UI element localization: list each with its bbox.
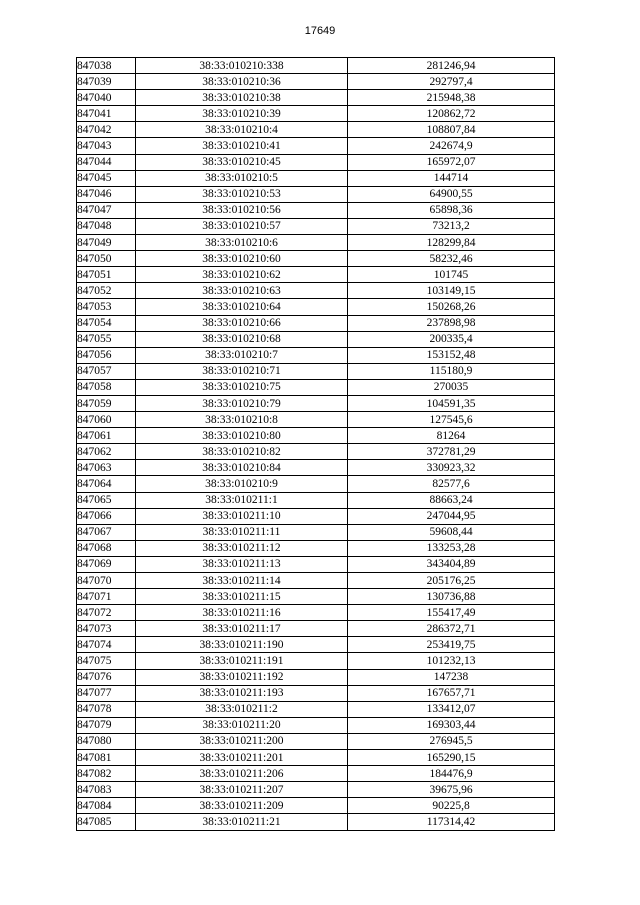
cadastral-value-cell: 65898,36 xyxy=(348,202,555,218)
cadastral-value-cell: 292797,4 xyxy=(348,74,555,90)
table-row xyxy=(77,814,555,830)
cadastral-number-cell: 38:33:010210:36 xyxy=(136,74,348,90)
table-row xyxy=(77,508,555,524)
table-row xyxy=(77,733,555,749)
cadastral-number-cell: 38:33:010210:9 xyxy=(136,476,348,492)
cadastral-number-cell: 38:33:010211:191 xyxy=(136,653,348,669)
table-row xyxy=(77,444,555,460)
cadastral-value-cell: 120862,72 xyxy=(348,106,555,122)
cadastral-number-cell: 38:33:010211:201 xyxy=(136,750,348,766)
row-id-cell: 847071 xyxy=(77,589,136,605)
cadastral-value-cell: 108807,84 xyxy=(348,122,555,138)
row-id-cell: 847049 xyxy=(77,235,136,251)
cadastral-number-cell: 38:33:010210:75 xyxy=(136,379,348,395)
table-row xyxy=(77,605,555,621)
cadastral-number-cell: 38:33:010211:193 xyxy=(136,685,348,701)
table-row xyxy=(77,331,555,347)
cadastral-value-cell: 144714 xyxy=(348,170,555,186)
row-id-cell: 847059 xyxy=(77,395,136,411)
cadastral-value-cell: 281246,94 xyxy=(348,58,555,74)
cadastral-value-cell: 81264 xyxy=(348,428,555,444)
cadastral-number-cell: 38:33:010210:64 xyxy=(136,299,348,315)
table-row xyxy=(77,218,555,234)
cadastral-number-cell: 38:33:010211:13 xyxy=(136,556,348,572)
cadastral-value-cell: 130736,88 xyxy=(348,589,555,605)
table-row xyxy=(77,235,555,251)
cadastral-number-cell: 38:33:010210:4 xyxy=(136,122,348,138)
table-body xyxy=(77,58,555,831)
cadastral-number-cell: 38:33:010210:38 xyxy=(136,90,348,106)
cadastral-value-cell: 117314,42 xyxy=(348,814,555,830)
cadastral-value-cell: 205176,25 xyxy=(348,573,555,589)
row-id-cell: 847042 xyxy=(77,122,136,138)
cadastral-number-cell: 38:33:010211:2 xyxy=(136,701,348,717)
cadastral-value-cell: 276945,5 xyxy=(348,733,555,749)
table-row xyxy=(77,669,555,685)
cadastral-value-cell: 58232,46 xyxy=(348,251,555,267)
row-id-cell: 847044 xyxy=(77,154,136,170)
row-id-cell: 847046 xyxy=(77,186,136,202)
cadastral-number-cell: 38:33:010211:200 xyxy=(136,733,348,749)
cadastral-number-cell: 38:33:010210:45 xyxy=(136,154,348,170)
row-id-cell: 847075 xyxy=(77,653,136,669)
cadastral-number-cell: 38:33:010211:20 xyxy=(136,717,348,733)
cadastral-value-cell: 133412,07 xyxy=(348,701,555,717)
cadastral-number-cell: 38:33:010211:206 xyxy=(136,766,348,782)
row-id-cell: 847055 xyxy=(77,331,136,347)
table-row xyxy=(77,766,555,782)
table-row xyxy=(77,170,555,186)
row-id-cell: 847057 xyxy=(77,363,136,379)
cadastral-value-cell: 270035 xyxy=(348,379,555,395)
cadastral-value-cell: 101232,13 xyxy=(348,653,555,669)
row-id-cell: 847056 xyxy=(77,347,136,363)
cadastral-number-cell: 38:33:010211:15 xyxy=(136,589,348,605)
row-id-cell: 847076 xyxy=(77,669,136,685)
cadastral-number-cell: 38:33:010210:62 xyxy=(136,267,348,283)
row-id-cell: 847041 xyxy=(77,106,136,122)
cadastral-number-cell: 38:33:010210:6 xyxy=(136,235,348,251)
row-id-cell: 847067 xyxy=(77,524,136,540)
cadastral-value-cell: 215948,38 xyxy=(348,90,555,106)
row-id-cell: 847068 xyxy=(77,540,136,556)
cadastral-number-cell: 38:33:010210:39 xyxy=(136,106,348,122)
table-row xyxy=(77,251,555,267)
cadastral-value-cell: 59608,44 xyxy=(348,524,555,540)
cadastral-value-cell: 147238 xyxy=(348,669,555,685)
cadastral-number-cell: 38:33:010211:21 xyxy=(136,814,348,830)
cadastral-value-cell: 101745 xyxy=(348,267,555,283)
row-id-cell: 847060 xyxy=(77,412,136,428)
cadastral-value-cell: 165290,15 xyxy=(348,750,555,766)
table-row xyxy=(77,379,555,395)
row-id-cell: 847085 xyxy=(77,814,136,830)
row-id-cell: 847045 xyxy=(77,170,136,186)
row-id-cell: 847080 xyxy=(77,733,136,749)
cadastral-value-cell: 155417,49 xyxy=(348,605,555,621)
page-number: 17649 xyxy=(304,25,336,37)
table-row xyxy=(77,621,555,637)
cadastral-value-cell: 127545,6 xyxy=(348,412,555,428)
row-id-cell: 847058 xyxy=(77,379,136,395)
cadastral-value-cell: 167657,71 xyxy=(348,685,555,701)
cadastral-number-cell: 38:33:010211:207 xyxy=(136,782,348,798)
cadastral-number-cell: 38:33:010211:192 xyxy=(136,669,348,685)
cadastral-number-cell: 38:33:010210:63 xyxy=(136,283,348,299)
row-id-cell: 847064 xyxy=(77,476,136,492)
cadastral-number-cell: 38:33:010211:16 xyxy=(136,605,348,621)
cadastral-number-cell: 38:33:010211:14 xyxy=(136,573,348,589)
cadastral-number-cell: 38:33:010210:41 xyxy=(136,138,348,154)
cadastral-number-cell: 38:33:010211:209 xyxy=(136,798,348,814)
table-row xyxy=(77,138,555,154)
cadastral-value-table xyxy=(76,57,555,831)
table-row xyxy=(77,106,555,122)
cadastral-value-cell: 104591,35 xyxy=(348,395,555,411)
row-id-cell: 847065 xyxy=(77,492,136,508)
cadastral-number-cell: 38:33:010210:56 xyxy=(136,202,348,218)
cadastral-number-cell: 38:33:010211:10 xyxy=(136,508,348,524)
row-id-cell: 847038 xyxy=(77,58,136,74)
row-id-cell: 847061 xyxy=(77,428,136,444)
table-row xyxy=(77,202,555,218)
row-id-cell: 847066 xyxy=(77,508,136,524)
row-id-cell: 847063 xyxy=(77,460,136,476)
row-id-cell: 847072 xyxy=(77,605,136,621)
row-id-cell: 847081 xyxy=(77,750,136,766)
table-row xyxy=(77,701,555,717)
table-row xyxy=(77,460,555,476)
row-id-cell: 847073 xyxy=(77,621,136,637)
row-id-cell: 847077 xyxy=(77,685,136,701)
table-row xyxy=(77,540,555,556)
cadastral-number-cell: 38:33:010210:5 xyxy=(136,170,348,186)
cadastral-value-cell: 88663,24 xyxy=(348,492,555,508)
cadastral-value-cell: 237898,98 xyxy=(348,315,555,331)
table-row xyxy=(77,476,555,492)
row-id-cell: 847043 xyxy=(77,138,136,154)
cadastral-number-cell: 38:33:010210:82 xyxy=(136,444,348,460)
row-id-cell: 847048 xyxy=(77,218,136,234)
cadastral-number-cell: 38:33:010210:7 xyxy=(136,347,348,363)
cadastral-number-cell: 38:33:010211:11 xyxy=(136,524,348,540)
row-id-cell: 847084 xyxy=(77,798,136,814)
row-id-cell: 847079 xyxy=(77,717,136,733)
row-id-cell: 847040 xyxy=(77,90,136,106)
table-row xyxy=(77,556,555,572)
table-row xyxy=(77,428,555,444)
table-row xyxy=(77,267,555,283)
cadastral-value-cell: 165972,07 xyxy=(348,154,555,170)
cadastral-value-cell: 82577,6 xyxy=(348,476,555,492)
row-id-cell: 847078 xyxy=(77,701,136,717)
table-row xyxy=(77,782,555,798)
cadastral-value-cell: 200335,4 xyxy=(348,331,555,347)
cadastral-number-cell: 38:33:010210:68 xyxy=(136,331,348,347)
cadastral-value-cell: 133253,28 xyxy=(348,540,555,556)
table-row xyxy=(77,717,555,733)
table-row xyxy=(77,412,555,428)
cadastral-value-cell: 128299,84 xyxy=(348,235,555,251)
cadastral-value-cell: 184476,9 xyxy=(348,766,555,782)
cadastral-number-cell: 38:33:010211:1 xyxy=(136,492,348,508)
row-id-cell: 847050 xyxy=(77,251,136,267)
table-row xyxy=(77,299,555,315)
cadastral-number-cell: 38:33:010210:79 xyxy=(136,395,348,411)
table-row xyxy=(77,315,555,331)
table-row xyxy=(77,395,555,411)
cadastral-number-cell: 38:33:010210:80 xyxy=(136,428,348,444)
cadastral-value-cell: 150268,26 xyxy=(348,299,555,315)
cadastral-value-cell: 64900,55 xyxy=(348,186,555,202)
row-id-cell: 847039 xyxy=(77,74,136,90)
cadastral-value-cell: 372781,29 xyxy=(348,444,555,460)
cadastral-number-cell: 38:33:010210:66 xyxy=(136,315,348,331)
cadastral-value-cell: 242674,9 xyxy=(348,138,555,154)
table-row xyxy=(77,589,555,605)
cadastral-number-cell: 38:33:010211:190 xyxy=(136,637,348,653)
table-row xyxy=(77,363,555,379)
table-row xyxy=(77,58,555,74)
table-row xyxy=(77,685,555,701)
table-row xyxy=(77,750,555,766)
cadastral-value-cell: 286372,71 xyxy=(348,621,555,637)
row-id-cell: 847047 xyxy=(77,202,136,218)
table-row xyxy=(77,122,555,138)
table-row xyxy=(77,492,555,508)
table-row xyxy=(77,186,555,202)
cadastral-number-cell: 38:33:010210:71 xyxy=(136,363,348,379)
table-row xyxy=(77,154,555,170)
row-id-cell: 847052 xyxy=(77,283,136,299)
cadastral-value-cell: 253419,75 xyxy=(348,637,555,653)
table-row xyxy=(77,637,555,653)
row-id-cell: 847054 xyxy=(77,315,136,331)
cadastral-value-cell: 330923,32 xyxy=(348,460,555,476)
row-id-cell: 847082 xyxy=(77,766,136,782)
cadastral-value-cell: 169303,44 xyxy=(348,717,555,733)
cadastral-number-cell: 38:33:010210:53 xyxy=(136,186,348,202)
row-id-cell: 847069 xyxy=(77,556,136,572)
row-id-cell: 847051 xyxy=(77,267,136,283)
cadastral-number-cell: 38:33:010210:57 xyxy=(136,218,348,234)
table-row xyxy=(77,74,555,90)
row-id-cell: 847053 xyxy=(77,299,136,315)
cadastral-value-cell: 247044,95 xyxy=(348,508,555,524)
cadastral-number-cell: 38:33:010210:338 xyxy=(136,58,348,74)
cadastral-value-cell: 153152,48 xyxy=(348,347,555,363)
row-id-cell: 847074 xyxy=(77,637,136,653)
table-row xyxy=(77,653,555,669)
cadastral-value-cell: 343404,89 xyxy=(348,556,555,572)
table-row xyxy=(77,573,555,589)
cadastral-value-cell: 39675,96 xyxy=(348,782,555,798)
cadastral-value-cell: 115180,9 xyxy=(348,363,555,379)
row-id-cell: 847062 xyxy=(77,444,136,460)
cadastral-value-cell: 103149,15 xyxy=(348,283,555,299)
cadastral-number-cell: 38:33:010211:17 xyxy=(136,621,348,637)
row-id-cell: 847070 xyxy=(77,573,136,589)
cadastral-number-cell: 38:33:010210:84 xyxy=(136,460,348,476)
row-id-cell: 847083 xyxy=(77,782,136,798)
cadastral-number-cell: 38:33:010210:60 xyxy=(136,251,348,267)
cadastral-number-cell: 38:33:010210:8 xyxy=(136,412,348,428)
cadastral-value-cell: 90225,8 xyxy=(348,798,555,814)
cadastral-number-cell: 38:33:010211:12 xyxy=(136,540,348,556)
table-row xyxy=(77,524,555,540)
table-row xyxy=(77,347,555,363)
cadastral-value-cell: 73213,2 xyxy=(348,218,555,234)
table-row xyxy=(77,90,555,106)
table-row xyxy=(77,798,555,814)
table-row xyxy=(77,283,555,299)
